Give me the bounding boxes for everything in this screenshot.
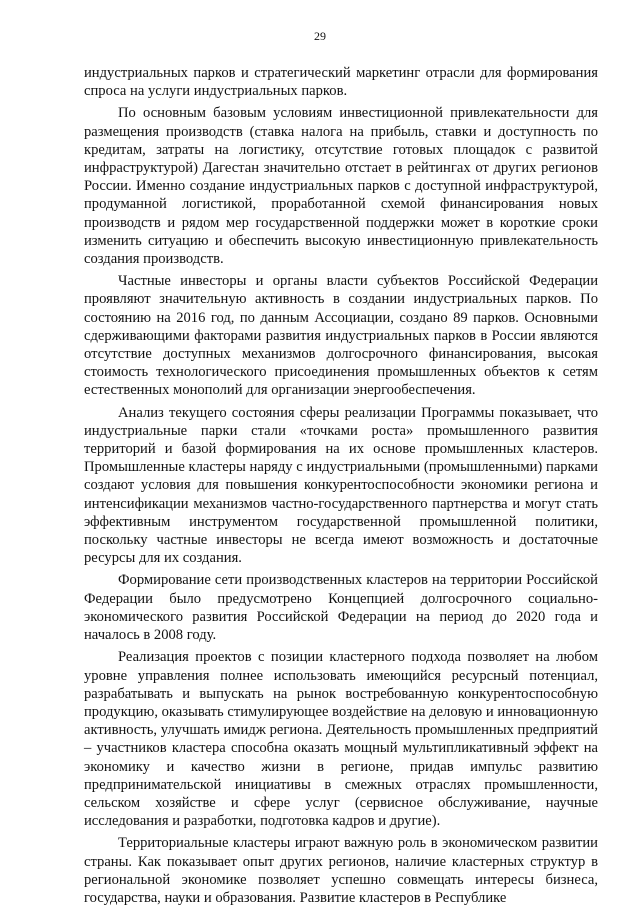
paragraph-investment-conditions: По основным базовым условиям инвестиционной привлекательности для размещения производств (ставка налога на прибыль, ставки и доступность по кредитам, затраты на логистику, отсутствие готовых площадок с развитой инфраструктурой) Дагестан значительно отстает в рейтингах от других регионов России. Именно создание индустриальных парков с доступной инфраструктурой, продуманной логистикой, проработанной схемой финансирования новых производств и рядом мер государственной поддержки может в короткие сроки изменить ситуацию и обеспечить высокую инвестиционную привлекательность создания производств. bbox=[84, 105, 598, 268]
paragraph-territorial-clusters: Территориальные кластеры играют важную роль в экономическом развитии страны. Как показывает опыт других регионов, наличие кластерных структур в региональной экономике позволяет успешно совмещать интересы бизнеса, государства, науки и образования. Развитие кластеров в Республике bbox=[84, 835, 598, 906]
paragraph-program-analysis: Анализ текущего состояния сферы реализации Программы показывает, что индустриальные парки стали «точками роста» промышленного развития территорий и базой формирования на их основе промышленных кластеров. Промышленные кластеры наряду с индустриальными (промышленными) парками создают условия для повышения конкурентоспособности экономики региона и интенсификации механизмов частно-государственного партнерства и могут стать эффективным инструментом государственной промышленной политики, поскольку частные инвесторы не всегда имеют возможность и достаточные ресурсы для их создания. bbox=[84, 404, 598, 567]
paragraph-private-investors: Частные инвесторы и органы власти субъектов Российской Федерации проявляют значительную активность в создании индустриальных парков. По состоянию на 2016 год, по данным Ассоциации, создано 89 парков. Основными сдерживающими факторами развития индустриальных парков в России являются отсутствие доступных механизмов долгосрочного финансирования, высокая стоимость технологического присоединения промышленных объектов к сетям естественных монополий для организации энергообеспечения. bbox=[84, 273, 598, 399]
paragraph-cluster-network: Формирование сети производственных кластеров на территории Российской Федерации было предусмотрено Концепцией долгосрочного социально-экономического развития Российской Федерации на период до 2020 года и началось в 2008 году. bbox=[84, 572, 598, 644]
paragraph-continuation: индустриальных парков и стратегический маркетинг отрасли для формирования спроса на услуги индустриальных парков. bbox=[84, 65, 598, 100]
document-body bbox=[84, 64, 598, 911]
paragraph-cluster-approach: Реализация проектов с позиции кластерного подхода позволяет на любом уровне управления полнее использовать имеющийся ресурсный потенциал, разрабатывать и выпускать на рынок востребованную конкурентоспособную продукцию, оказывать стимулирующее воздействие на деловую и инновационную активность, улучшать имидж региона. Деятельность промышленных предприятий – участников кластера способна оказать мощный мультипликативный эффект на экономику и качество жизни в регионе, придав импульс развитию предпринимательской инициативы в смежных отраслях промышленности, сельском хозяйстве и сфере услуг (сервисное обслуживание, научные исследования и разработки, подготовка кадров и другие). bbox=[84, 649, 598, 830]
page-number: 29 bbox=[314, 29, 326, 43]
